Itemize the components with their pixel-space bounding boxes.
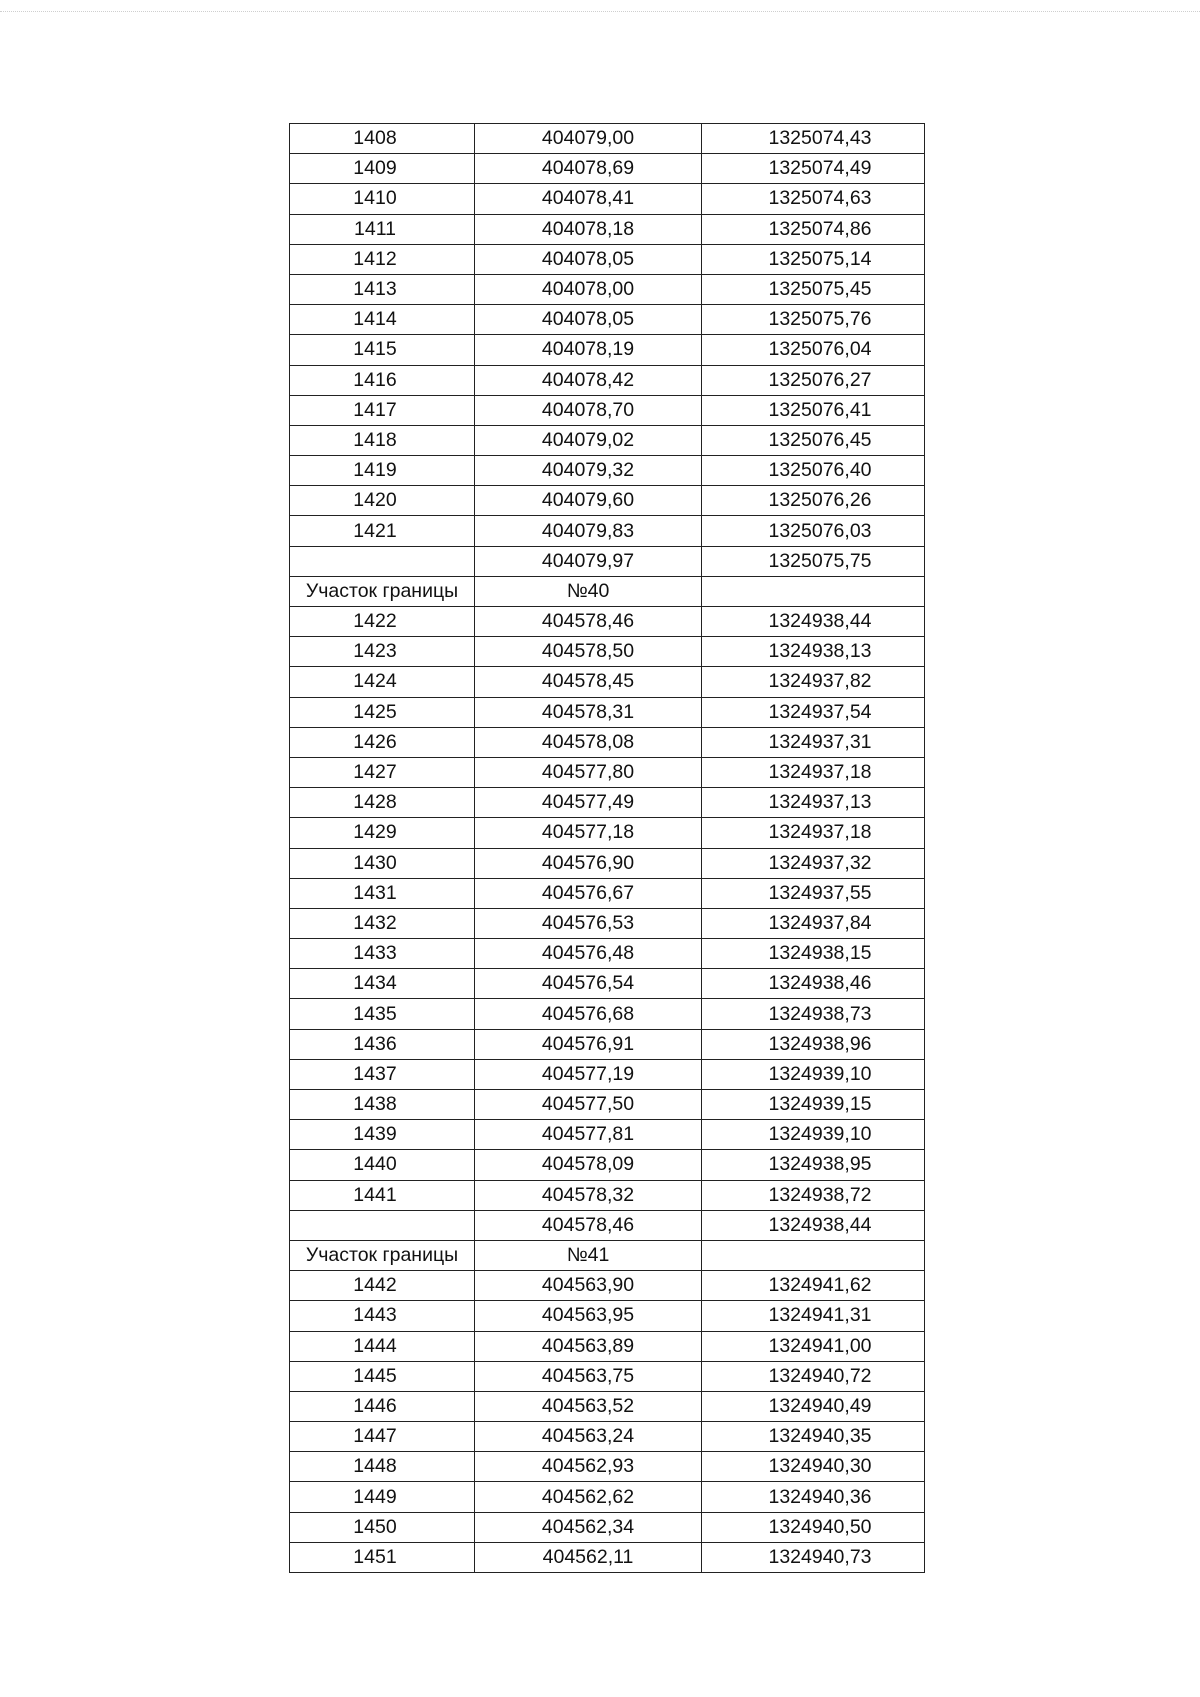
x-coordinate-cell: 404078,70 — [475, 395, 702, 425]
table-row — [290, 1512, 925, 1542]
table-row — [290, 274, 925, 304]
point-number-cell: 1446 — [290, 1391, 475, 1421]
table-row — [290, 516, 925, 546]
point-number-cell: 1441 — [290, 1180, 475, 1210]
point-number-cell: 1425 — [290, 697, 475, 727]
x-coordinate-cell: 404576,54 — [475, 969, 702, 999]
empty-cell — [702, 1240, 925, 1270]
x-coordinate-cell: 404578,50 — [475, 637, 702, 667]
y-coordinate-cell: 1325076,40 — [702, 456, 925, 486]
y-coordinate-cell: 1324937,82 — [702, 667, 925, 697]
table-row — [290, 1482, 925, 1512]
x-coordinate-cell: 404577,81 — [475, 1120, 702, 1150]
y-coordinate-cell: 1324937,84 — [702, 908, 925, 938]
x-coordinate-cell: 404578,31 — [475, 697, 702, 727]
point-number-cell: 1409 — [290, 154, 475, 184]
x-coordinate-cell: 404079,32 — [475, 456, 702, 486]
point-number-cell: 1423 — [290, 637, 475, 667]
y-coordinate-cell: 1324937,32 — [702, 848, 925, 878]
y-coordinate-cell: 1324940,50 — [702, 1512, 925, 1542]
y-coordinate-cell: 1325075,45 — [702, 274, 925, 304]
point-number-cell: 1443 — [290, 1301, 475, 1331]
x-coordinate-cell: 404078,05 — [475, 305, 702, 335]
y-coordinate-cell: 1324937,18 — [702, 757, 925, 787]
y-coordinate-cell: 1324937,54 — [702, 697, 925, 727]
x-coordinate-cell: 404079,60 — [475, 486, 702, 516]
y-coordinate-cell: 1324937,18 — [702, 818, 925, 848]
y-coordinate-cell: 1324937,55 — [702, 878, 925, 908]
table-row — [290, 154, 925, 184]
x-coordinate-cell: 404577,80 — [475, 757, 702, 787]
x-coordinate-cell: 404563,90 — [475, 1271, 702, 1301]
table-row — [290, 878, 925, 908]
point-number-cell: 1421 — [290, 516, 475, 546]
table-row — [290, 908, 925, 938]
y-coordinate-cell: 1325076,45 — [702, 425, 925, 455]
point-number-cell: 1439 — [290, 1120, 475, 1150]
table-row — [290, 757, 925, 787]
table-row — [290, 1210, 925, 1240]
x-coordinate-cell: 404563,52 — [475, 1391, 702, 1421]
table-row — [290, 788, 925, 818]
y-coordinate-cell: 1324941,31 — [702, 1301, 925, 1331]
table-row — [290, 848, 925, 878]
x-coordinate-cell: 404079,02 — [475, 425, 702, 455]
table-row — [290, 818, 925, 848]
x-coordinate-cell: 404563,75 — [475, 1361, 702, 1391]
x-coordinate-cell: 404578,46 — [475, 1210, 702, 1240]
x-coordinate-cell: 404078,05 — [475, 244, 702, 274]
coordinates-table — [289, 123, 925, 1573]
x-coordinate-cell: 404078,18 — [475, 214, 702, 244]
point-number-cell: 1445 — [290, 1361, 475, 1391]
x-coordinate-cell: 404578,08 — [475, 727, 702, 757]
x-coordinate-cell: 404578,09 — [475, 1150, 702, 1180]
section-header-row — [290, 1240, 925, 1270]
point-number-cell: 1440 — [290, 1150, 475, 1180]
scan-top-edge — [0, 11, 1200, 12]
x-coordinate-cell: 404078,41 — [475, 184, 702, 214]
point-number-cell: 1417 — [290, 395, 475, 425]
point-number-cell: 1444 — [290, 1331, 475, 1361]
section-number-cell: №41 — [475, 1240, 702, 1270]
table-row — [290, 365, 925, 395]
y-coordinate-cell: 1325076,03 — [702, 516, 925, 546]
x-coordinate-cell: 404576,68 — [475, 999, 702, 1029]
point-number-cell: 1422 — [290, 607, 475, 637]
point-number-cell: 1408 — [290, 124, 475, 154]
table-row — [290, 456, 925, 486]
table-row — [290, 697, 925, 727]
y-coordinate-cell: 1324938,46 — [702, 969, 925, 999]
point-number-cell: 1447 — [290, 1422, 475, 1452]
y-coordinate-cell: 1324938,73 — [702, 999, 925, 1029]
y-coordinate-cell: 1325076,26 — [702, 486, 925, 516]
y-coordinate-cell: 1324937,31 — [702, 727, 925, 757]
table-row — [290, 486, 925, 516]
x-coordinate-cell: 404576,53 — [475, 908, 702, 938]
point-number-cell: 1418 — [290, 425, 475, 455]
y-coordinate-cell: 1324940,30 — [702, 1452, 925, 1482]
point-number-cell — [290, 546, 475, 576]
point-number-cell: 1437 — [290, 1059, 475, 1089]
table-row — [290, 1090, 925, 1120]
x-coordinate-cell: 404578,32 — [475, 1180, 702, 1210]
point-number-cell: 1433 — [290, 939, 475, 969]
x-coordinate-cell: 404563,89 — [475, 1331, 702, 1361]
x-coordinate-cell: 404078,00 — [475, 274, 702, 304]
point-number-cell: 1449 — [290, 1482, 475, 1512]
table-row — [290, 335, 925, 365]
table-row — [290, 1180, 925, 1210]
y-coordinate-cell: 1324938,95 — [702, 1150, 925, 1180]
table-row — [290, 1542, 925, 1572]
table-row — [290, 999, 925, 1029]
y-coordinate-cell: 1325076,04 — [702, 335, 925, 365]
table-row — [290, 305, 925, 335]
point-number-cell: 1436 — [290, 1029, 475, 1059]
table-row — [290, 1361, 925, 1391]
table-row — [290, 124, 925, 154]
table-row — [290, 607, 925, 637]
x-coordinate-cell: 404563,24 — [475, 1422, 702, 1452]
x-coordinate-cell: 404562,11 — [475, 1542, 702, 1572]
table-row — [290, 1391, 925, 1421]
x-coordinate-cell: 404079,00 — [475, 124, 702, 154]
point-number-cell: 1416 — [290, 365, 475, 395]
point-number-cell: 1424 — [290, 667, 475, 697]
y-coordinate-cell: 1325076,27 — [702, 365, 925, 395]
y-coordinate-cell: 1325075,14 — [702, 244, 925, 274]
point-number-cell: 1414 — [290, 305, 475, 335]
point-number-cell: 1420 — [290, 486, 475, 516]
x-coordinate-cell: 404576,90 — [475, 848, 702, 878]
x-coordinate-cell: 404577,19 — [475, 1059, 702, 1089]
table-row — [290, 667, 925, 697]
table-row — [290, 1029, 925, 1059]
table-row — [290, 425, 925, 455]
y-coordinate-cell: 1324940,36 — [702, 1482, 925, 1512]
x-coordinate-cell: 404577,18 — [475, 818, 702, 848]
table-row — [290, 214, 925, 244]
point-number-cell: 1419 — [290, 456, 475, 486]
table-row — [290, 1331, 925, 1361]
y-coordinate-cell: 1324938,96 — [702, 1029, 925, 1059]
x-coordinate-cell: 404577,50 — [475, 1090, 702, 1120]
table-row — [290, 395, 925, 425]
y-coordinate-cell: 1324938,72 — [702, 1180, 925, 1210]
point-number-cell: 1432 — [290, 908, 475, 938]
x-coordinate-cell: 404078,42 — [475, 365, 702, 395]
section-label-cell: Участок границы — [290, 1240, 475, 1270]
point-number-cell: 1435 — [290, 999, 475, 1029]
y-coordinate-cell: 1324940,49 — [702, 1391, 925, 1421]
table-row — [290, 939, 925, 969]
table-row — [290, 1452, 925, 1482]
x-coordinate-cell: 404578,45 — [475, 667, 702, 697]
y-coordinate-cell: 1324939,10 — [702, 1059, 925, 1089]
point-number-cell: 1431 — [290, 878, 475, 908]
point-number-cell: 1448 — [290, 1452, 475, 1482]
table-row — [290, 1271, 925, 1301]
x-coordinate-cell: 404577,49 — [475, 788, 702, 818]
point-number-cell — [290, 1210, 475, 1240]
y-coordinate-cell: 1324940,73 — [702, 1542, 925, 1572]
y-coordinate-cell: 1324938,44 — [702, 1210, 925, 1240]
point-number-cell: 1442 — [290, 1271, 475, 1301]
point-number-cell: 1410 — [290, 184, 475, 214]
point-number-cell: 1415 — [290, 335, 475, 365]
x-coordinate-cell: 404079,83 — [475, 516, 702, 546]
x-coordinate-cell: 404078,69 — [475, 154, 702, 184]
y-coordinate-cell: 1325075,75 — [702, 546, 925, 576]
x-coordinate-cell: 404576,67 — [475, 878, 702, 908]
x-coordinate-cell: 404562,34 — [475, 1512, 702, 1542]
point-number-cell: 1413 — [290, 274, 475, 304]
x-coordinate-cell: 404576,91 — [475, 1029, 702, 1059]
y-coordinate-cell: 1325074,49 — [702, 154, 925, 184]
table-row — [290, 546, 925, 576]
y-coordinate-cell: 1324938,13 — [702, 637, 925, 667]
x-coordinate-cell: 404078,19 — [475, 335, 702, 365]
point-number-cell: 1427 — [290, 757, 475, 787]
x-coordinate-cell: 404563,95 — [475, 1301, 702, 1331]
y-coordinate-cell: 1324938,15 — [702, 939, 925, 969]
point-number-cell: 1428 — [290, 788, 475, 818]
point-number-cell: 1426 — [290, 727, 475, 757]
point-number-cell: 1450 — [290, 1512, 475, 1542]
table-row — [290, 1120, 925, 1150]
table-row — [290, 184, 925, 214]
y-coordinate-cell: 1325074,43 — [702, 124, 925, 154]
y-coordinate-cell: 1324937,13 — [702, 788, 925, 818]
table-row — [290, 727, 925, 757]
table-row — [290, 1150, 925, 1180]
x-coordinate-cell: 404562,62 — [475, 1482, 702, 1512]
section-number-cell: №40 — [475, 576, 702, 606]
point-number-cell: 1451 — [290, 1542, 475, 1572]
table-row — [290, 244, 925, 274]
coordinates-table-body — [290, 124, 925, 1573]
table-row — [290, 1059, 925, 1089]
y-coordinate-cell: 1324941,62 — [702, 1271, 925, 1301]
table-row — [290, 1422, 925, 1452]
y-coordinate-cell: 1325074,63 — [702, 184, 925, 214]
point-number-cell: 1434 — [290, 969, 475, 999]
table-row — [290, 637, 925, 667]
x-coordinate-cell: 404079,97 — [475, 546, 702, 576]
point-number-cell: 1438 — [290, 1090, 475, 1120]
point-number-cell: 1430 — [290, 848, 475, 878]
x-coordinate-cell: 404578,46 — [475, 607, 702, 637]
y-coordinate-cell: 1324940,35 — [702, 1422, 925, 1452]
x-coordinate-cell: 404562,93 — [475, 1452, 702, 1482]
y-coordinate-cell: 1324938,44 — [702, 607, 925, 637]
y-coordinate-cell: 1324939,15 — [702, 1090, 925, 1120]
point-number-cell: 1411 — [290, 214, 475, 244]
y-coordinate-cell: 1325074,86 — [702, 214, 925, 244]
y-coordinate-cell: 1325076,41 — [702, 395, 925, 425]
section-label-cell: Участок границы — [290, 576, 475, 606]
x-coordinate-cell: 404576,48 — [475, 939, 702, 969]
section-header-row — [290, 576, 925, 606]
point-number-cell: 1429 — [290, 818, 475, 848]
y-coordinate-cell: 1324941,00 — [702, 1331, 925, 1361]
table-row — [290, 1301, 925, 1331]
empty-cell — [702, 576, 925, 606]
y-coordinate-cell: 1324939,10 — [702, 1120, 925, 1150]
y-coordinate-cell: 1325075,76 — [702, 305, 925, 335]
y-coordinate-cell: 1324940,72 — [702, 1361, 925, 1391]
table-row — [290, 969, 925, 999]
point-number-cell: 1412 — [290, 244, 475, 274]
